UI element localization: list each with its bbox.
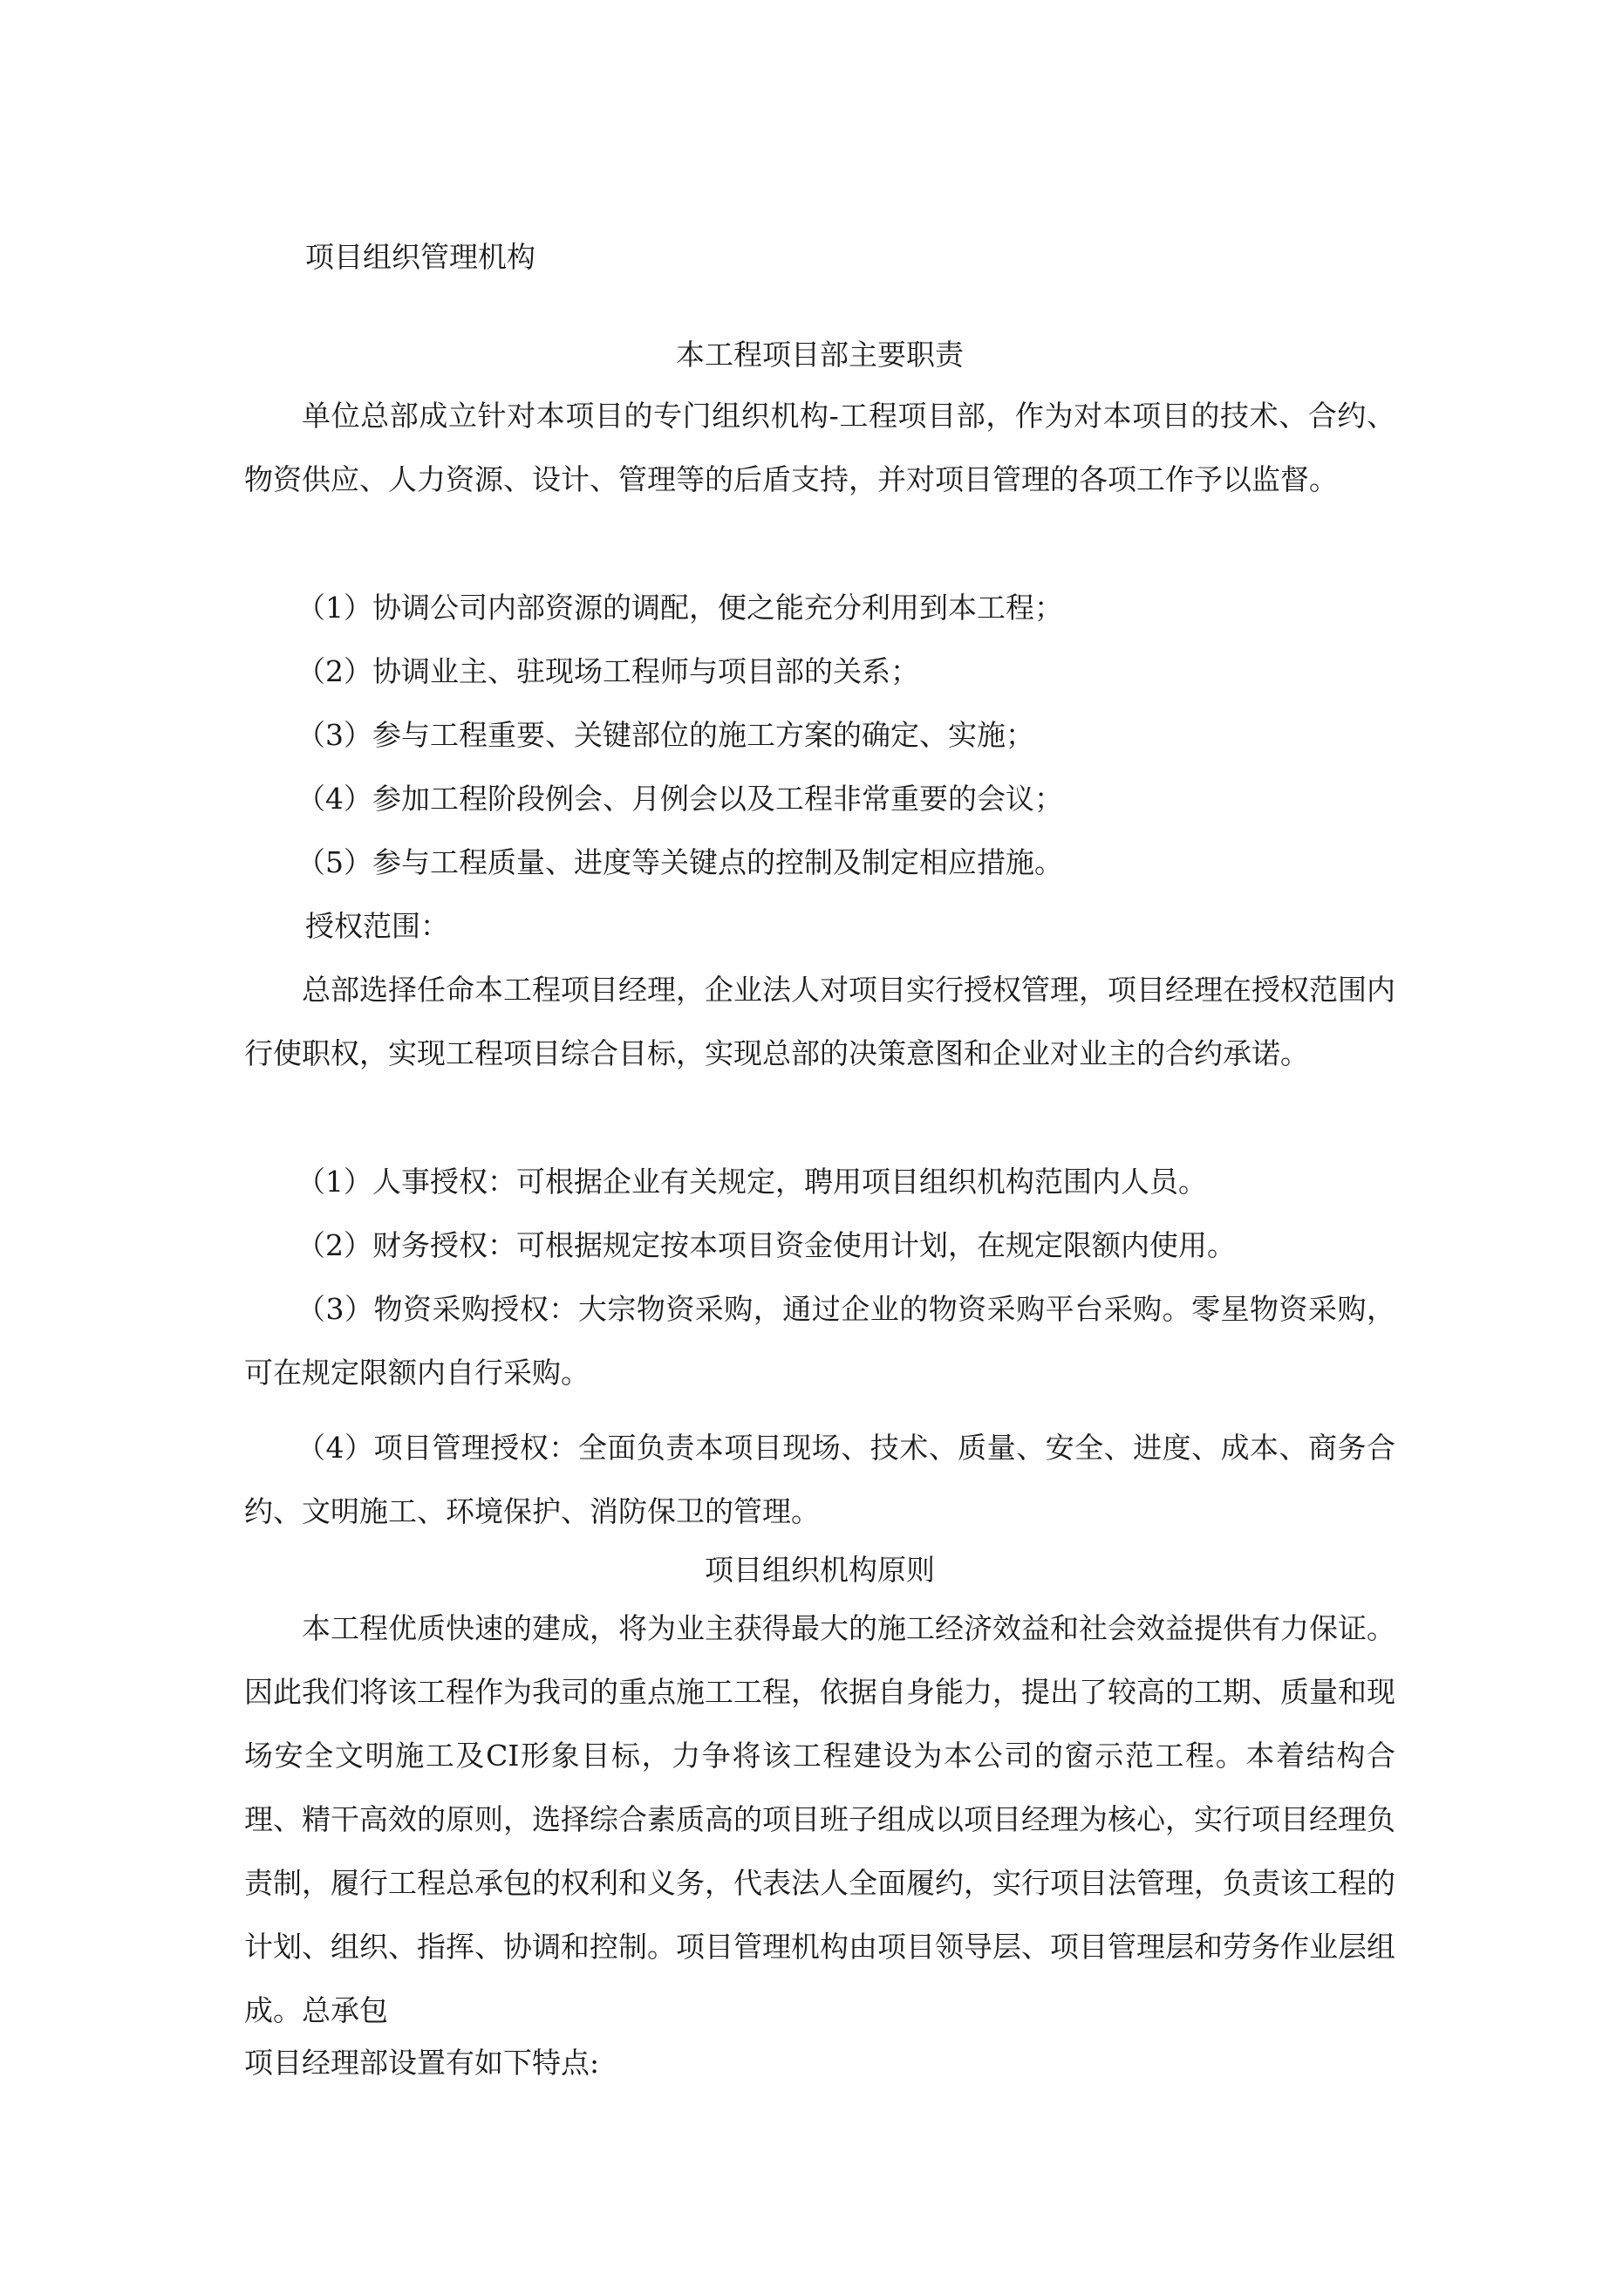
auth-item: （1）人事授权：可根据企业有关规定，聘用项目组织机构范围内人员。 — [297, 1165, 1207, 1199]
duty-item: （5）参与工程质量、进度等关键点的控制及制定相应措施。 — [297, 845, 1063, 879]
auth-item: （3）物资采购授权：大宗物资采购，通过企业的物资采购平台采购。零星物资采购，可在规定限额内自行采购。 — [244, 1292, 1395, 1390]
heading-principles: 项目组织机构原则 — [705, 1553, 935, 1587]
authorization-label: 授权范围： — [305, 909, 449, 943]
paragraph-principles: 本工程优质快速的建成，将为业主获得最大的施工经济效益和社会效益提供有力保证。因此我们将该工程作为我司的重点施工工程，依据自身能力，提出了较高的工期、质量和现场安全文明施工及CI形象目标，力争将该工程建设为本公司的窗示范工程。本着结构合理、精干高效的原则，选择综合素质高的项目班子组成以项目经理为核心，实行项目经理负责制，履行工程总承包的权利和义务，代表法人全面履约，实行项目法管理，负责该工程的计划、组织、指挥、协调和控制。项目管理机构由项目领导层、项目管理层和劳务作业层组成。总承包 — [244, 1611, 1395, 2027]
paragraph-intro: 单位总部成立针对本项目的专门组织机构-工程项目部，作为对本项目的技术、合约、物资供应、人力资源、设计、管理等的后盾支持，并对项目管理的各项工作予以监督。 — [244, 399, 1395, 496]
section-title: 项目组织管理机构 — [305, 240, 535, 274]
heading-duties: 本工程项目部主要职责 — [676, 338, 964, 372]
duty-item: （3）参与工程重要、关键部位的施工方案的确定、实施； — [297, 718, 1034, 752]
duty-item: （4）参加工程阶段例会、月例会以及工程非常重要的会议； — [297, 782, 1063, 816]
duty-item: （1）协调公司内部资源的调配，便之能充分利用到本工程； — [297, 591, 1063, 625]
final-line: 项目经理部设置有如下特点: — [244, 2046, 600, 2080]
duty-item: （2）协调业主、驻现场工程师与项目部的关系； — [297, 654, 919, 688]
paragraph-authorization: 总部选择任命本工程项目经理，企业法人对项目实行授权管理，项目经理在授权范围内行使职权，实现工程项目综合目标，实现总部的决策意图和企业对业主的合约承诺。 — [244, 973, 1395, 1070]
auth-item: （4）项目管理授权：全面负责本项目现场、技术、质量、安全、进度、成本、商务合约、文明施工、环境保护、消防保卫的管理。 — [244, 1431, 1395, 1528]
auth-item: （2）财务授权：可根据规定按本项目资金使用计划，在规定限额内使用。 — [297, 1228, 1236, 1262]
